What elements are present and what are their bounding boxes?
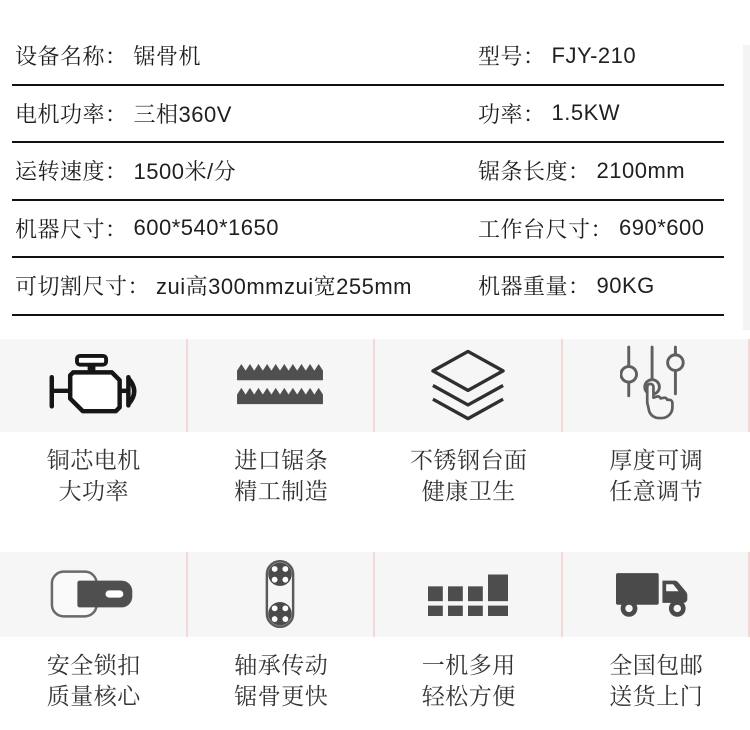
feature-caption [375,650,563,712]
layers-icon [430,349,506,422]
feature-line1: 全国包邮 [609,651,704,678]
spec-table [0,0,750,316]
spec-value: 690*600 [619,215,705,241]
feature-line1: 进口锯条 [234,446,329,473]
spec-cell-right [478,201,705,257]
pulley-icon [265,559,295,629]
spec-value: 2100mm [596,157,686,183]
feature-row-2 [0,552,750,712]
feature-caption [0,445,188,507]
feature-icon-cell [375,552,563,637]
feature-line1: 安全锁扣 [46,651,141,678]
spec-label: 电机功率： [15,101,128,127]
grid-squares-icon [428,573,508,616]
spec-cell-right [478,258,655,314]
spec-label: 可切割尺寸： [15,274,151,300]
feature-icon-cell [0,339,188,432]
feature-line1: 一机多用 [421,651,516,678]
feature-line2: 大功率 [58,477,129,504]
motor-icon [44,353,141,417]
spec-label: 工作台尺寸： [478,216,614,242]
feature-caption [188,650,376,712]
feature-line1: 不锈钢台面 [410,446,528,473]
lock-icon [50,569,136,619]
feature-line1: 轴承传动 [234,651,329,678]
feature-icon-cell [563,339,750,432]
feature-row-1 [0,339,750,507]
feature-line1: 厚度可调 [609,446,704,473]
spec-label: 运转速度： [15,159,128,185]
spec-value: 600*540*1650 [133,215,279,241]
spec-value: 1500米/分 [133,159,237,185]
spec-cell-right [478,86,620,142]
truck-icon [616,571,694,618]
spec-cell-left [12,98,232,129]
spec-label: 锯条长度： [478,159,591,185]
feature-icon-cell [188,552,376,637]
spec-label: 功率： [478,101,546,127]
spec-row [12,86,724,144]
feature-caption [188,445,376,507]
spec-label: 设备名称： [15,44,128,70]
spec-label: 机器重量： [478,274,591,300]
spec-value: zui高300mmzui宽255mm [156,274,412,300]
feature-line1: 铜芯电机 [46,446,141,473]
feature-line2: 轻松方便 [421,682,516,709]
caption-row [0,637,750,712]
feature-caption [563,445,750,507]
feature-caption [375,445,563,507]
spec-cell-left [12,40,201,71]
feature-line2: 健康卫生 [421,477,516,504]
spec-label: 机器尺寸： [15,216,128,242]
spec-label: 型号： [478,44,546,70]
spec-cell-left [12,270,412,301]
sliders-icon [620,345,690,425]
spec-row [12,201,724,259]
spec-cell-left [12,155,236,186]
saw-blade-icon [237,364,323,406]
spec-value: 三相360V [133,101,232,127]
feature-icon-cell [375,339,563,432]
spec-value: 锯骨机 [133,44,202,70]
spec-row [12,143,724,201]
feature-caption [563,650,750,712]
spec-cell-right [478,28,636,84]
feature-grid [0,339,750,712]
spec-cell-left [12,213,279,244]
feature-caption [0,650,188,712]
feature-icon-cell [188,339,376,432]
spec-value: FJY-210 [551,42,637,68]
feature-line2: 锯骨更快 [234,682,329,709]
feature-icon-cell [0,552,188,637]
spec-row [12,258,724,316]
feature-line2: 质量核心 [46,682,141,709]
spec-value: 1.5KW [551,100,621,126]
icon-band [0,552,750,637]
spec-value: 90KG [596,272,655,298]
caption-row [0,432,750,507]
spec-cell-right [478,143,685,199]
feature-line2: 精工制造 [234,477,329,504]
icon-band [0,339,750,432]
feature-line2: 任意调节 [609,477,704,504]
spec-row [12,28,724,86]
feature-line2: 送货上门 [609,682,704,709]
feature-icon-cell [563,552,750,637]
right-edge-shading [743,45,750,330]
